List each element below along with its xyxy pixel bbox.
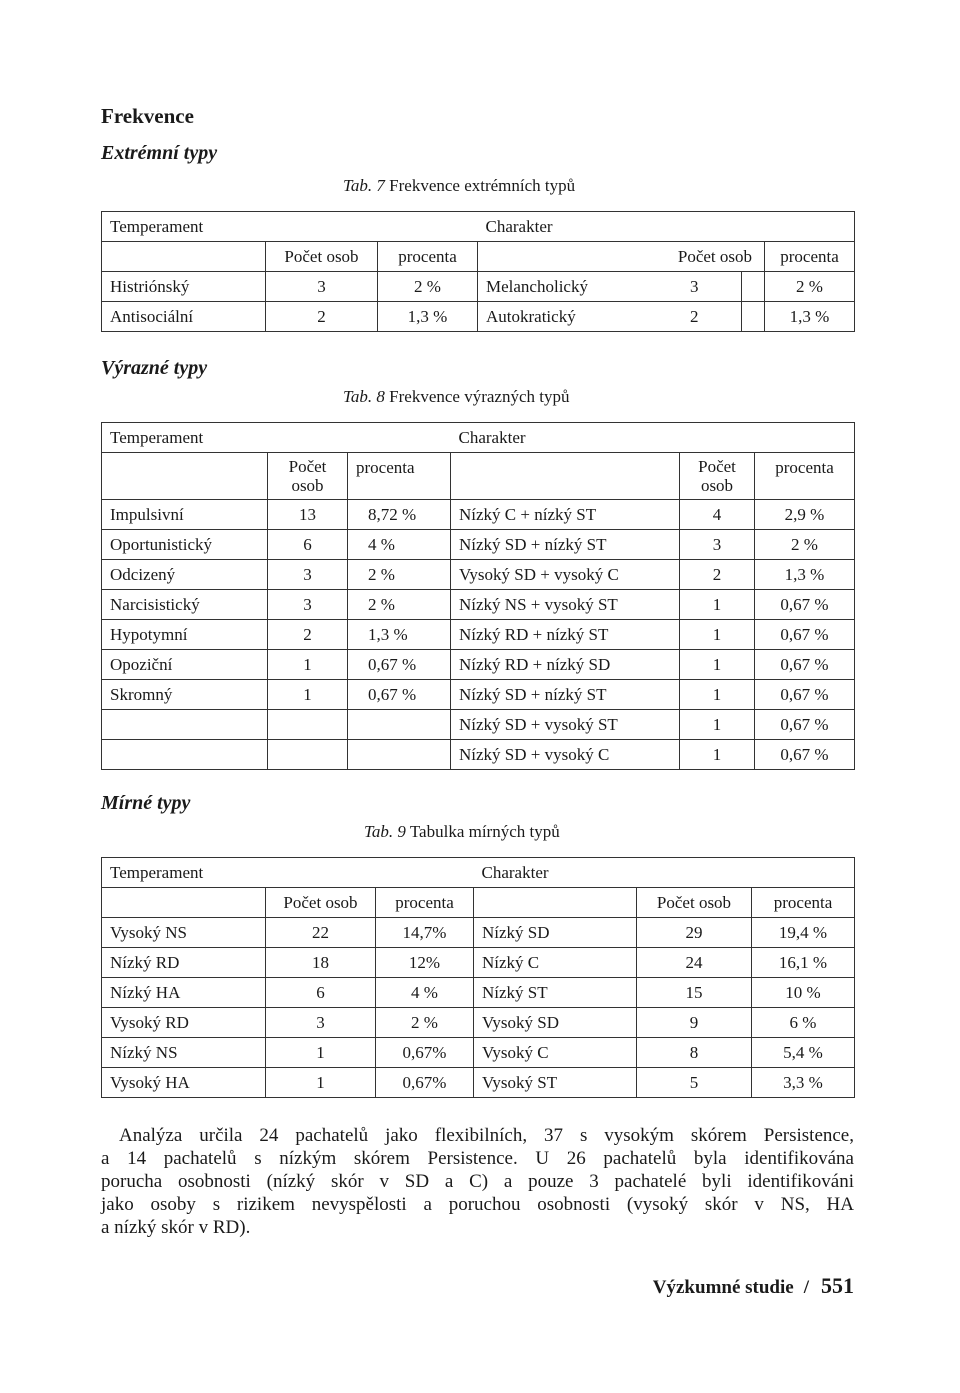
cell-temperament: Antisociální [102,302,266,332]
summary-paragraph [101,1124,854,1239]
cell-count: 1 [680,740,755,770]
cell-charakter: Nízký SD + vysoký C [451,740,680,770]
table-row [102,1068,855,1098]
cell-temperament [102,710,268,740]
cell-temperament [102,740,268,770]
cell-count: 4 [680,500,755,530]
subheader-count: Počet osob [637,888,752,918]
cell-percent: 1,3 % [378,302,478,332]
header-temperament: Temperament [102,858,474,888]
cell-count: 1 [680,650,755,680]
subheader-percent: procenta [765,242,855,272]
subheader-percent: procenta [376,888,474,918]
cell-count: 2 [266,302,378,332]
header-charakter: Charakter [478,212,855,242]
table-header-row [102,858,855,888]
cell-count: 29 [637,918,752,948]
table-subheader-row [102,242,855,272]
subheader-count: Počet osob [266,888,376,918]
table-row [102,680,855,710]
cell-charakter: Nízký C + nízký ST [451,500,680,530]
cell-count: 2 [680,560,755,590]
section-heading-mild: Mírné typy [101,792,191,814]
cell-charakter: Nízký SD + nízký ST [451,680,680,710]
header-charakter: Charakter [451,423,855,453]
table-row [102,948,855,978]
footer-separator: / [803,1277,809,1298]
cell-percent: 0,67 % [755,620,855,650]
cell-count [742,302,765,332]
subheader-count-line1: Počet [698,457,736,476]
table-mild-types [101,857,855,1098]
cell-count: 15 [637,978,752,1008]
subheader-count: Počet osob [478,242,765,272]
cell-temperament: Vysoký RD [102,1008,266,1038]
cell-temperament: Nízký HA [102,978,266,1008]
subheader-percent: procenta [348,453,451,500]
cell-charakter: Nízký RD + nízký ST [451,620,680,650]
page-heading: Frekvence [101,104,194,128]
cell-count: 5 [637,1068,752,1098]
cell-count-overlay: 3 [690,277,699,296]
cell-count: 1 [680,710,755,740]
journal-section: Výzkumné studie [652,1277,794,1298]
cell-count: 9 [637,1008,752,1038]
table-row [102,302,855,332]
subheader-percent: procenta [752,888,855,918]
cell-percent: 2 % [376,1008,474,1038]
cell-count: 1 [268,650,348,680]
caption-text: Tabulka mírných typů [405,822,560,841]
cell-percent: 1,3 % [348,620,451,650]
cell-temperament: Nízký NS [102,1038,266,1068]
cell-percent: 0,67 % [755,590,855,620]
cell-charakter: Nízký RD + nízký SD [451,650,680,680]
cell-count: 8 [637,1038,752,1068]
cell-percent: 4 % [348,530,451,560]
cell-count: 1 [680,590,755,620]
cell-percent: 2 % [765,272,855,302]
cell-percent: 2 % [348,560,451,590]
table-row [102,1038,855,1068]
page-footer [653,1273,854,1299]
header-charakter: Charakter [474,858,855,888]
cell-count: 18 [266,948,376,978]
cell-percent: 0,67 % [755,740,855,770]
table-header-row [102,423,855,453]
cell-charakter: Nízký SD + vysoký ST [451,710,680,740]
cell-temperament: Odcizený [102,560,268,590]
cell-temperament: Narcisistický [102,590,268,620]
cell-count: 1 [680,680,755,710]
table-caption [364,822,560,842]
header-temperament: Temperament [102,212,478,242]
cell-temperament: Oportunistický [102,530,268,560]
cell-charakter: Vysoký C [474,1038,637,1068]
cell-count: 13 [268,500,348,530]
table-caption [343,387,569,407]
cell-temperament: Histriónský [102,272,266,302]
cell-count: 6 [266,978,376,1008]
paragraph-line: a 14 pachatelů s nízkým skórem Persistence. U 26 pachatelů byla identifikována [101,1148,854,1169]
subheader-empty [102,888,266,918]
cell-percent: 2,9 % [755,500,855,530]
subheader-count [268,453,348,500]
caption-text: Frekvence výrazných typů [384,387,570,406]
table-number: Tab. 9 [364,822,406,841]
table-subheader-row [102,888,855,918]
cell-charakter: Nízký C [474,948,637,978]
cell-charakter: Vysoký SD [474,1008,637,1038]
cell-percent: 6 % [752,1008,855,1038]
cell-count: 1 [266,1068,376,1098]
subheader-empty [451,453,680,500]
cell-count [742,272,765,302]
cell-percent: 4 % [376,978,474,1008]
table-row [102,978,855,1008]
cell-percent: 0,67 % [755,650,855,680]
subheader-count-line1: Počet [288,457,327,476]
cell-temperament: Vysoký HA [102,1068,266,1098]
paragraph-line: a nízký skór v RD). [101,1217,251,1238]
cell-percent: 0,67% [376,1038,474,1068]
cell-percent: 10 % [752,978,855,1008]
cell-percent: 0,67 % [755,680,855,710]
table-header-row [102,212,855,242]
cell-percent: 1,3 % [765,302,855,332]
cell-percent: 0,67% [376,1068,474,1098]
cell-count: 6 [268,530,348,560]
cell-temperament: Impulsivní [102,500,268,530]
subheader-empty [102,453,268,500]
subheader-count-line2: osob [700,476,734,495]
cell-count: 3 [266,272,378,302]
caption-text: Frekvence extrémních typů [384,176,576,195]
table-row [102,500,855,530]
cell-charakter: Nízký ST [474,978,637,1008]
cell-percent [348,710,451,740]
table-number: Tab. 8 [343,387,385,406]
subheader-empty [102,242,266,272]
cell-count: 1 [266,1038,376,1068]
table-row [102,590,855,620]
cell-percent: 14,7% [376,918,474,948]
table-pronounced-types [101,422,855,770]
cell-percent: 5,4 % [752,1038,855,1068]
cell-charakter: Nízký NS + vysoký ST [451,590,680,620]
cell-charakter: Melancholický [478,272,742,302]
cell-percent: 0,67 % [755,710,855,740]
cell-count-overlay: 2 [690,307,699,326]
table-extreme-types [101,211,855,332]
cell-charakter: Vysoký ST [474,1068,637,1098]
cell-count: 2 [268,620,348,650]
table-row [102,272,855,302]
cell-percent: 19,4 % [752,918,855,948]
section-heading-extreme: Extrémní typy [101,142,218,164]
cell-temperament: Skromný [102,680,268,710]
page-number: 551 [821,1273,854,1298]
cell-percent: 3,3 % [752,1068,855,1098]
cell-charakter: Nízký SD [474,918,637,948]
cell-percent: 16,1 % [752,948,855,978]
subheader-count: Počet osob [266,242,378,272]
table-caption [343,176,575,196]
cell-count: 1 [268,680,348,710]
cell-count: 22 [266,918,376,948]
cell-percent: 0,67 % [348,650,451,680]
cell-percent: 12% [376,948,474,978]
subheader-empty [474,888,637,918]
cell-temperament: Opoziční [102,650,268,680]
cell-charakter: Autokratický [478,302,742,332]
cell-count [268,710,348,740]
cell-charakter: Nízký SD + nízký ST [451,530,680,560]
table-row [102,1008,855,1038]
cell-temperament: Nízký RD [102,948,266,978]
paragraph-line: Analýza určila 24 pachatelů jako flexibilních, 37 s vysokým skórem Persistence, [119,1125,854,1146]
table-row [102,530,855,560]
table-row [102,918,855,948]
subheader-count-line2: osob [291,476,324,495]
cell-count [268,740,348,770]
cell-percent: 2 % [378,272,478,302]
cell-count: 3 [266,1008,376,1038]
cell-count: 3 [268,560,348,590]
cell-percent: 8,72 % [348,500,451,530]
table-row [102,710,855,740]
subheader-percent: procenta [755,453,855,500]
cell-temperament: Vysoký NS [102,918,266,948]
cell-percent [348,740,451,770]
table-row [102,620,855,650]
table-row [102,650,855,680]
table-subheader-row [102,453,855,500]
cell-percent: 1,3 % [755,560,855,590]
cell-count: 24 [637,948,752,978]
header-temperament: Temperament [102,423,451,453]
cell-percent: 0,67 % [348,680,451,710]
cell-count: 1 [680,620,755,650]
cell-percent: 2 % [348,590,451,620]
paragraph-line: porucha osobnosti (nízký skór v SD a C) a pouze 3 pachatelé byli identifikováni [101,1171,854,1192]
cell-percent: 2 % [755,530,855,560]
cell-charakter: Vysoký SD + vysoký C [451,560,680,590]
paragraph-line: jako osoby s rizikem nevyspělosti a poruchou osobnosti (vysoký skór v NS, HA [101,1194,854,1215]
subheader-percent: procenta [378,242,478,272]
cell-count: 3 [680,530,755,560]
cell-temperament: Hypotymní [102,620,268,650]
table-row [102,740,855,770]
subheader-count [680,453,755,500]
table-row [102,560,855,590]
table-number: Tab. 7 [343,176,385,195]
section-heading-pronounced: Výrazné typy [101,357,208,379]
cell-count: 3 [268,590,348,620]
